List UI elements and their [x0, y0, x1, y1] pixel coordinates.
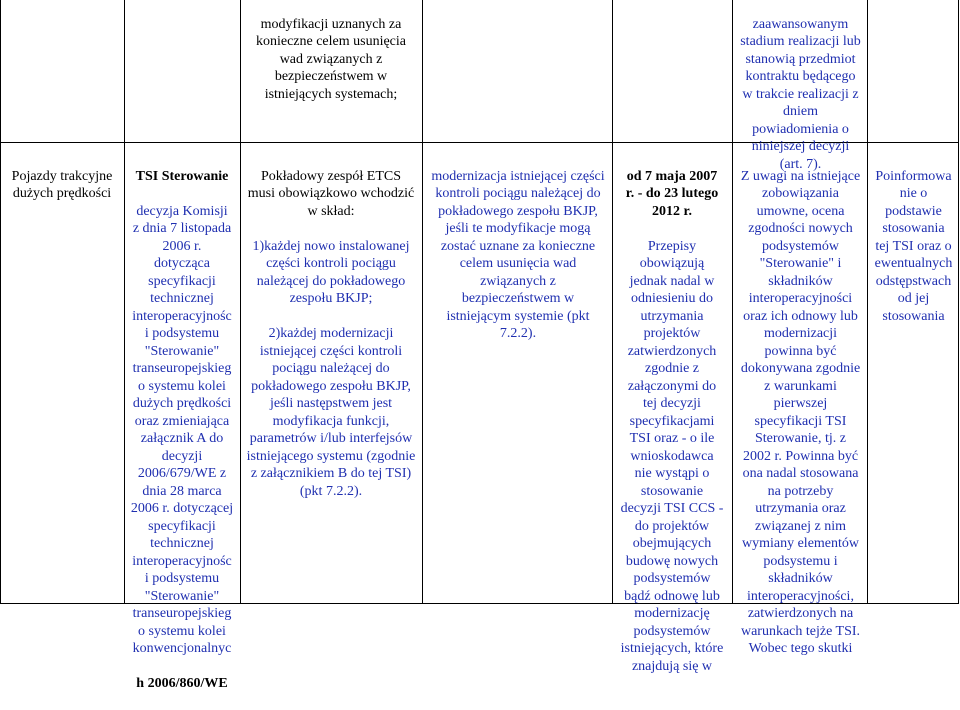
scope-item-1: 1)każdej nowo instalowanej części kontroli pociągu należącej do pokładowego zespołu BKJP; — [252, 238, 410, 306]
notification-cell — [869, 150, 958, 325]
scope-intro: Pokładowy zespół ETCS musi obowiązkowo wchodzić w skład: — [247, 168, 415, 219]
validity-cell — [612, 150, 732, 693]
scope-top-cell — [240, 0, 422, 103]
remarks-top-cell — [734, 0, 867, 173]
validity-text: Przepisy obowiązują jednak nadal w odniesieniu do utrzymania projektów zatwierdzonych zgodnie z załączonymi do tej decyzji specyfikacjami TSI oraz - o ile wnioskodawca nie wystąpi o stosowanie decyzji TSI CCS - do projektów obejmujących budowę nowych podsystemów bądź odnowę lub modernizację podsystemów istniejących, które znajdują się w — [620, 238, 724, 674]
col-border-7 — [867, 0, 868, 604]
notification-text: Poinformowa nie o podstawie stosowania tej TSI oraz o ewentualnych odstępstwach od jej stosowania — [874, 168, 953, 324]
vehicle-category-cell — [2, 150, 122, 203]
scope-top-text: modyfikacji uznanych za konieczne celem usunięcia wad związanych z bezpieczeństwem w istniejących systemach; — [255, 16, 407, 102]
modernization-text: modernizacja istniejącej części kontroli pociągu należącej do pokładowego zespołu BKJP, jeśli te modyfikacje mogą zostać uznane za konieczne celem usunięcia wad związanych z bezpieczeństwem w istniejącym systemie (pkt 7.2.2). — [431, 168, 605, 341]
tsi-decision-last-line: h 2006/860/WE — [136, 676, 228, 691]
tsi-decision-cell — [124, 150, 240, 710]
tsi-title: TSI Sterowanie — [135, 168, 229, 184]
remarks-text: Z uwagi na istniejące zobowiązania umowne, ocena zgodności nowych podsystemów "Sterowanie" i składników interoperacyjności oraz ich odnowy lub modernizacji powinna być dokonywana zgodnie z warunkami pierwszej specyfikacji TSI Sterowanie, tj. z 2002 r. Powinna być ona nadal stosowana na potrzeby utrzymania oraz związanej z nim wymiany elementów podsystemu i składników interoperacyjności, zatwierdzonych na warunkach tejże TSI. Wobec tego skutki — [740, 168, 861, 656]
col-border-8 — [958, 0, 959, 604]
validity-date: od 7 maja 2007 r. - do 23 lutego 2012 r. — [625, 168, 719, 219]
scope-item-2: 2)każdej modernizacji istniejącej części kontroli pociągu należącej do pokładowego zespołu BKJP, jeśli następstwem jest modyfikacja funkcji, parametrów i/lub interfejsów istniejącego systemu (zgodnie z załącznikiem B do tej TSI) (pkt 7.2.2). — [246, 326, 416, 499]
col-border-1 — [0, 0, 1, 604]
remarks-cell — [734, 150, 867, 658]
col-border-4 — [422, 0, 423, 604]
scope-cell — [240, 150, 422, 518]
modernization-cell — [424, 150, 612, 343]
tsi-decision-text: decyzja Komisji z dnia 7 listopada 2006 r. dotycząca specyfikacji technicznej interoperacyjnośc i podsystemu "Sterowanie" transeuropejskieg o systemu kolei dużych prędkości oraz zmieniająca załącznik A do decyzji 2006/679/WE z dnia 28 marca 2006 r. dotyczącej specyfikacji technicznej interoperacyjnośc i podsystemu "Sterowanie" transeuropejskieg o systemu kolei konwencjonalnyc — [130, 203, 234, 656]
vehicle-category-text: Pojazdy trakcyjne dużych prędkości — [11, 168, 113, 201]
col-border-6 — [732, 0, 733, 604]
remarks-top-text: zaawansowanym stadium realizacji lub stanowią przedmiot kontraktu będącego w trakcie realizacji z dniem powiadomienia o niniejszej decyzji (art. 7). — [740, 16, 861, 172]
